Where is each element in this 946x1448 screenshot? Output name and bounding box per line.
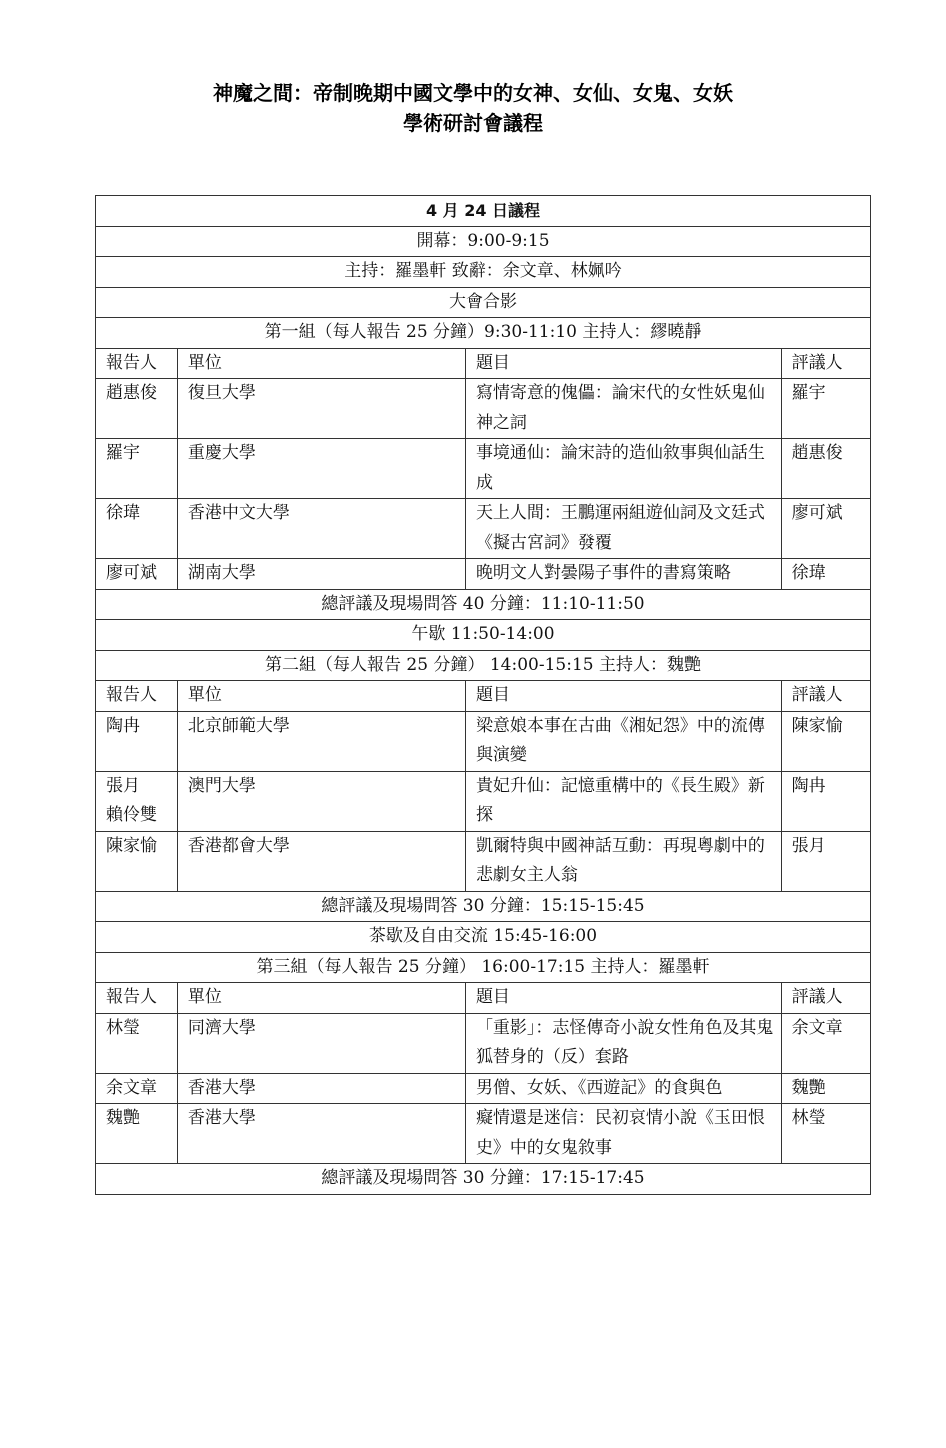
discussant-cell: 趙惠俊 xyxy=(781,439,870,499)
unit-header: 單位 xyxy=(177,681,465,712)
table-row xyxy=(96,771,871,831)
session-2-header: 第二組（每人報告 25 分鐘） 14:00-15:15 主持人：魏艷 xyxy=(96,650,871,681)
topic-cell: 寫情寄意的傀儡：論宋代的女性妖鬼仙神之詞 xyxy=(465,379,781,439)
discussant-cell: 余文章 xyxy=(781,1013,870,1073)
table-row xyxy=(96,439,871,499)
table-row xyxy=(96,379,871,439)
unit-cell: 香港中文大學 xyxy=(177,499,465,559)
table-row xyxy=(96,499,871,559)
table-row xyxy=(96,559,871,590)
presenter-cell: 張月 賴伶雙 xyxy=(96,771,178,831)
presenter-cell: 廖可斌 xyxy=(96,559,178,590)
session-3-header-row xyxy=(96,952,871,983)
table-row xyxy=(96,1073,871,1104)
date-header-row xyxy=(96,196,871,227)
table-row xyxy=(96,1104,871,1164)
discussant-cell: 張月 xyxy=(781,831,870,891)
discussant-header: 評議人 xyxy=(781,681,870,712)
topic-header: 題目 xyxy=(465,348,781,379)
session-1-summary-row xyxy=(96,589,871,620)
agenda-table xyxy=(95,195,871,1195)
presenter-cell: 趙惠俊 xyxy=(96,379,178,439)
topic-cell: 男僧、女妖、《西遊記》的食與色 xyxy=(465,1073,781,1104)
table-row xyxy=(96,831,871,891)
session-1-header: 第一組（每人報告 25 分鐘）9:30-11:10 主持人：繆曉靜 xyxy=(96,318,871,349)
opening-time-row xyxy=(96,226,871,257)
presenter-cell: 林瑩 xyxy=(96,1013,178,1073)
discussant-cell: 陳家愉 xyxy=(781,711,870,771)
unit-cell: 復旦大學 xyxy=(177,379,465,439)
session-2-summary: 總評議及現場問答 30 分鐘：15:15-15:45 xyxy=(96,891,871,922)
unit-cell: 香港大學 xyxy=(177,1073,465,1104)
topic-cell: 梁意娘本事在古曲《湘妃怨》中的流傳與演變 xyxy=(465,711,781,771)
presenter-header: 報告人 xyxy=(96,348,178,379)
topic-header: 題目 xyxy=(465,983,781,1014)
unit-cell: 重慶大學 xyxy=(177,439,465,499)
title-line-2: 學術研討會議程 xyxy=(403,111,543,135)
topic-header: 題目 xyxy=(465,681,781,712)
presenter-cell: 陶冉 xyxy=(96,711,178,771)
table-row xyxy=(96,711,871,771)
presenter-cell: 余文章 xyxy=(96,1073,178,1104)
discussant-header: 評議人 xyxy=(781,983,870,1014)
session-1-summary: 總評議及現場問答 40 分鐘：11:10-11:50 xyxy=(96,589,871,620)
unit-cell: 湖南大學 xyxy=(177,559,465,590)
date-header: 4 月 24 日議程 xyxy=(96,196,871,227)
column-header-row xyxy=(96,983,871,1014)
title-line-1: 神魔之間：帝制晚期中國文學中的女神、女仙、女鬼、女妖 xyxy=(213,81,733,105)
group-photo-row xyxy=(96,287,871,318)
session-2-header-row xyxy=(96,650,871,681)
unit-header: 單位 xyxy=(177,983,465,1014)
group-photo: 大會合影 xyxy=(96,287,871,318)
topic-cell: 「重影」：志怪傳奇小說女性角色及其鬼狐替身的（反）套路 xyxy=(465,1013,781,1073)
lunch-break: 午歇 11:50-14:00 xyxy=(96,620,871,651)
session-3-header: 第三組（每人報告 25 分鐘） 16:00-17:15 主持人：羅墨軒 xyxy=(96,952,871,983)
topic-cell: 癡情還是迷信：民初哀情小說《玉田恨史》中的女鬼敘事 xyxy=(465,1104,781,1164)
topic-cell: 凱爾特與中國神話互動：再現粵劇中的悲劇女主人翁 xyxy=(465,831,781,891)
host-and-speech-row xyxy=(96,257,871,288)
session-3-summary: 總評議及現場問答 30 分鐘：17:15-17:45 xyxy=(96,1164,871,1195)
unit-cell: 澳門大學 xyxy=(177,771,465,831)
unit-cell: 同濟大學 xyxy=(177,1013,465,1073)
discussant-cell: 林瑩 xyxy=(781,1104,870,1164)
opening-time: 開幕：9:00-9:15 xyxy=(96,226,871,257)
lunch-break-row xyxy=(96,620,871,651)
topic-cell: 天上人間：王鵬運兩組遊仙詞及文廷式《擬古宮詞》發覆 xyxy=(465,499,781,559)
presenter-cell: 陳家愉 xyxy=(96,831,178,891)
discussant-cell: 魏艷 xyxy=(781,1073,870,1104)
topic-cell: 晚明文人對曇陽子事件的書寫策略 xyxy=(465,559,781,590)
unit-header: 單位 xyxy=(177,348,465,379)
unit-cell: 香港大學 xyxy=(177,1104,465,1164)
presenter-cell: 徐瑋 xyxy=(96,499,178,559)
topic-cell: 貴妃升仙：記憶重構中的《長生殿》新探 xyxy=(465,771,781,831)
discussant-cell: 廖可斌 xyxy=(781,499,870,559)
topic-cell: 事境通仙：論宋詩的造仙敘事與仙話生成 xyxy=(465,439,781,499)
unit-cell: 香港都會大學 xyxy=(177,831,465,891)
column-header-row xyxy=(96,348,871,379)
session-1-header-row xyxy=(96,318,871,349)
unit-cell: 北京師範大學 xyxy=(177,711,465,771)
session-2-summary-row xyxy=(96,891,871,922)
session-3-summary-row xyxy=(96,1164,871,1195)
discussant-cell: 徐瑋 xyxy=(781,559,870,590)
presenter-cell: 魏艷 xyxy=(96,1104,178,1164)
document-title xyxy=(0,78,946,138)
discussant-cell: 羅宇 xyxy=(781,379,870,439)
discussant-header: 評議人 xyxy=(781,348,870,379)
tea-break: 茶歇及自由交流 15:45-16:00 xyxy=(96,922,871,953)
table-row xyxy=(96,1013,871,1073)
column-header-row xyxy=(96,681,871,712)
discussant-cell: 陶冉 xyxy=(781,771,870,831)
presenter-header: 報告人 xyxy=(96,983,178,1014)
presenter-cell: 羅宇 xyxy=(96,439,178,499)
tea-break-row xyxy=(96,922,871,953)
host-and-speech: 主持：羅墨軒 致辭：余文章、林姵吟 xyxy=(96,257,871,288)
presenter-header: 報告人 xyxy=(96,681,178,712)
